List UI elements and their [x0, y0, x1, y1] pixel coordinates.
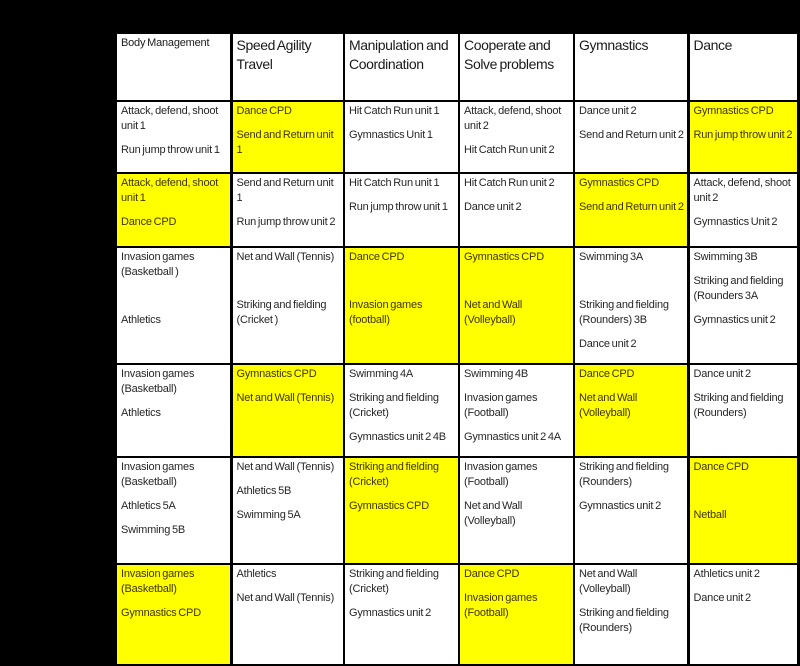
cell-paragraph: Swimming 3B [693, 251, 758, 263]
table-row-1 [116, 101, 798, 173]
cell-paragraph: Dance CPD [579, 368, 635, 380]
cell-paragraph: Attack, defend, shoot unit 2 [693, 177, 791, 204]
cell-paragraph: Run jump throw unit 2 [693, 129, 793, 141]
cell-paragraph: Swimming 5B [121, 524, 186, 536]
cell-r3c5 [574, 247, 688, 364]
cell-r4c1 [116, 364, 231, 457]
cell-paragraph: Send and Return unit 2 [579, 129, 684, 141]
cell-paragraph: Net and Wall (Tennis) [236, 392, 335, 404]
cell-paragraph: Gymnastics CPD [121, 607, 201, 619]
cell-paragraph: Send and Return unit 1 [236, 177, 334, 204]
cell-paragraph: Invasion games (football) [349, 299, 423, 326]
cell-paragraph: Athletics [121, 314, 161, 326]
cell-paragraph: Dance unit 2 [693, 592, 751, 604]
cell-paragraph: Athletics unit 2 [693, 568, 760, 580]
header-manipulation-and-coordination: Manipulation and Coordination [344, 33, 459, 101]
cell-r1c5 [574, 101, 688, 173]
cell-paragraph: Swimming 4A [349, 368, 414, 380]
cell-paragraph: Dance CPD [693, 461, 749, 473]
cell-paragraph [464, 274, 571, 289]
cell-r5c1 [116, 457, 231, 564]
cell-r3c1 [116, 247, 231, 364]
cell-r4c4 [459, 364, 574, 457]
cell-paragraph: Gymnastics Unit 1 [349, 129, 433, 141]
cell-r2c4 [459, 173, 574, 247]
header-body-management: Body Management [116, 33, 231, 101]
cell-paragraph: Invasion games (Football) [464, 461, 538, 488]
cell-paragraph: Run jump throw unit 1 [121, 144, 220, 156]
cell-paragraph [579, 274, 685, 289]
curriculum-table-container [115, 32, 799, 666]
cell-r3c3-highlighted [344, 247, 459, 364]
cell-paragraph: Attack, defend, shoot unit 1 [121, 177, 219, 204]
cell-r4c2-highlighted [231, 364, 344, 457]
cell-paragraph: Gymnastics CPD [349, 500, 429, 512]
cell-paragraph: Swimming 3A [579, 251, 644, 263]
table-row-2 [116, 173, 798, 247]
cell-paragraph: Athletics [121, 407, 161, 419]
cell-paragraph: Net and Wall (Volleyball) [464, 500, 523, 527]
header-cooperate-and-solve-problems: Cooperate and Solve problems [459, 33, 574, 101]
cell-r5c6-highlighted [688, 457, 798, 564]
cell-paragraph: Striking and fielding (Rounders 3A [693, 275, 784, 302]
cell-r5c3-highlighted [344, 457, 459, 564]
cell-paragraph: Hit Catch Run unit 2 [464, 177, 555, 189]
table-row-3 [116, 247, 798, 364]
cell-paragraph [237, 274, 342, 289]
cell-paragraph: Gymnastics CPD [579, 177, 659, 189]
cell-r4c6 [688, 364, 798, 457]
cell-paragraph: Hit Catch Run unit 1 [349, 105, 440, 117]
cell-paragraph: Dance CPD [236, 105, 292, 117]
cell-paragraph: Athletics 5B [236, 485, 292, 497]
cell-paragraph: Athletics 5A [121, 500, 176, 512]
cell-paragraph [694, 484, 796, 499]
cell-paragraph: Swimming 4B [464, 368, 529, 380]
cell-paragraph: Striking and fielding (Rounders) [579, 461, 669, 488]
cell-paragraph: Gymnastics unit 2 [579, 500, 662, 512]
header-row [116, 33, 798, 101]
cell-paragraph: Striking and fielding (Cricket ) [236, 299, 327, 326]
cell-r1c4 [459, 101, 574, 173]
cell-r1c3 [344, 101, 459, 173]
cell-r5c4 [459, 457, 574, 564]
cell-paragraph: Attack, defend, shoot unit 2 [464, 105, 562, 132]
cell-paragraph: Gymnastics unit 2 [693, 314, 776, 326]
cell-paragraph: Striking and fielding (Rounders) 3B [579, 299, 669, 326]
cell-paragraph: Send and Return unit 2 [579, 201, 684, 213]
cell-paragraph: Dance CPD [349, 251, 405, 263]
cell-paragraph: Net and Wall (Tennis) [236, 251, 335, 263]
cell-paragraph: Striking and fielding (Cricket) [349, 392, 439, 419]
cell-r3c4-highlighted [459, 247, 574, 364]
cell-r1c6-highlighted [688, 101, 798, 173]
cell-r4c3 [344, 364, 459, 457]
cell-r1c1 [116, 101, 231, 173]
cell-paragraph: Run jump throw unit 1 [349, 201, 448, 213]
table-body [116, 101, 798, 665]
cell-paragraph: Net and Wall (Volleyball) [579, 568, 638, 595]
cell-paragraph: Netball [693, 509, 727, 521]
cell-paragraph: Gymnastics CPD [236, 368, 317, 380]
table-row-4 [116, 364, 798, 457]
cell-paragraph: Gymnastics unit 2 [349, 607, 432, 619]
cell-r1c2-highlighted [231, 101, 344, 173]
cell-paragraph: Net and Wall (Tennis) [236, 461, 335, 473]
cell-paragraph: Invasion games (Basketball) [121, 368, 195, 395]
cell-paragraph: Dance CPD [464, 568, 520, 580]
cell-paragraph: Gymnastics unit 2 4A [464, 431, 561, 443]
cell-paragraph: Net and Wall (Volleyball) [464, 299, 523, 326]
cell-paragraph: Striking and fielding (Cricket) [349, 461, 439, 488]
cell-paragraph: Run jump throw unit 2 [236, 216, 336, 228]
cell-paragraph: Hit Catch Run unit 1 [349, 177, 440, 189]
cell-paragraph: Dance unit 2 [579, 105, 637, 117]
header-speed-agility-travel: Speed Agility Travel [231, 33, 344, 101]
cell-paragraph: Gymnastics unit 2 4B [349, 431, 446, 443]
header-dance: Dance [688, 33, 798, 101]
cell-r2c3 [344, 173, 459, 247]
cell-r4c5-highlighted [574, 364, 688, 457]
cell-paragraph: Swimming 5A [236, 509, 301, 521]
cell-paragraph: Send and Return unit 1 [236, 129, 334, 156]
cell-r3c2 [231, 247, 344, 364]
cell-paragraph: Dance CPD [121, 216, 177, 228]
cell-paragraph [121, 289, 228, 304]
cell-paragraph: Dance unit 2 [693, 368, 751, 380]
pe-curriculum-table [115, 32, 799, 666]
cell-paragraph: Striking and fielding (Rounders) [579, 607, 669, 634]
cell-paragraph: Invasion games (Basketball) [121, 568, 195, 595]
cell-paragraph: Striking and fielding (Cricket) [349, 568, 439, 595]
cell-paragraph: Invasion games (Football) [464, 392, 538, 419]
table-header-row [116, 33, 798, 101]
cell-paragraph: Net and Wall (Volleyball) [579, 392, 638, 419]
cell-paragraph: Athletics [236, 568, 277, 580]
cell-r2c5-highlighted [574, 173, 688, 247]
cell-r5c5 [574, 457, 688, 564]
cell-paragraph: Striking and fielding (Rounders) [693, 392, 784, 419]
table-row-5 [116, 457, 798, 564]
cell-paragraph: Invasion games (Basketball ) [121, 251, 195, 278]
cell-paragraph: Dance unit 2 [464, 201, 522, 213]
cell-paragraph [349, 274, 456, 289]
cell-r2c6 [688, 173, 798, 247]
header-gymnastics: Gymnastics [574, 33, 688, 101]
cell-r3c6 [688, 247, 798, 364]
cell-paragraph: Gymnastics CPD [693, 105, 774, 117]
cell-paragraph: Invasion games (Basketball) [121, 461, 195, 488]
cell-paragraph: Gymnastics Unit 2 [693, 216, 778, 228]
cell-paragraph: Invasion games (Football) [464, 592, 538, 619]
cell-paragraph: Attack, defend, shoot unit 1 [121, 105, 219, 132]
cell-paragraph: Hit Catch Run unit 2 [464, 144, 555, 156]
cell-paragraph: Gymnastics CPD [464, 251, 544, 263]
cell-r2c1-highlighted [116, 173, 231, 247]
cell-r2c2 [231, 173, 344, 247]
cell-paragraph: Net and Wall (Tennis) [236, 592, 335, 604]
cell-r5c2 [231, 457, 344, 564]
cell-paragraph: Dance unit 2 [579, 338, 637, 350]
